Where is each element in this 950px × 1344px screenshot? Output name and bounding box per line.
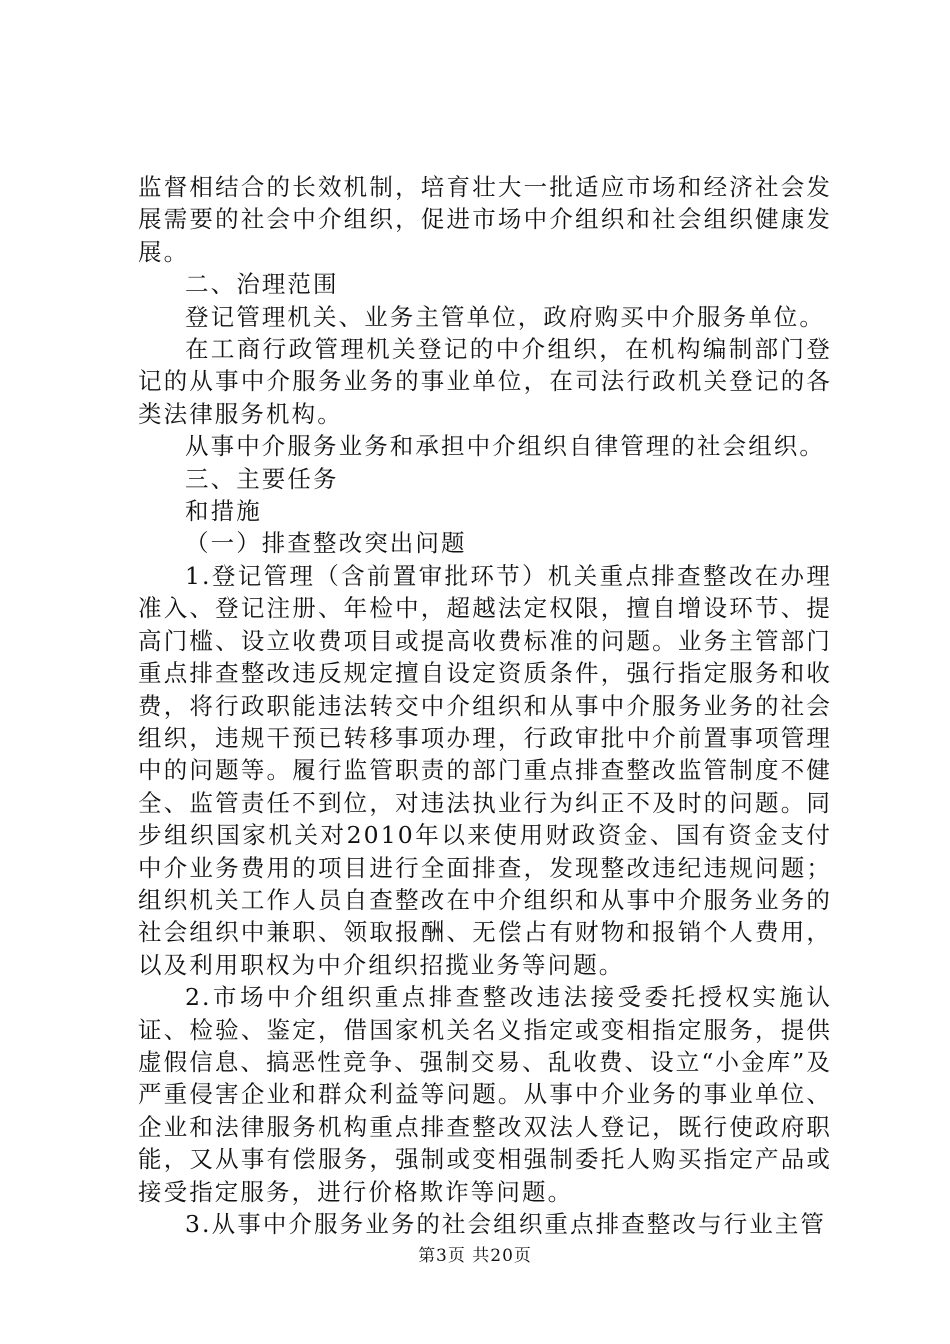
- paragraph-scope-1: 登记管理机关、业务主管单位，政府购买中介服务单位。: [185, 302, 825, 331]
- subsection-heading-rectify: （一）排查整改突出问题: [185, 529, 467, 558]
- page-number-footer: 第3页 共20页: [418, 1246, 532, 1266]
- paragraph-item-2: 2.市场中介组织重点排查整改违法接受委托授权实施认证、检验、鉴定，借国家机关名义指定或变相指定服务，提供虚假信息、搞恶性竞争、强制交易、乱收费、设立“小金库”及严重侵害企业和群众利益等问题。从事中介业务的事业单位、企业和法律服务机构重点排查整改双法人登记，既行使政府职能，又从事有偿服务，强制或变相强制委托人购买指定产品或接受指定服务，进行价格欺诈等问题。: [138, 983, 832, 1206]
- section-heading-tasks: 三、主要任务: [185, 464, 339, 493]
- section-heading-scope: 二、治理范围: [185, 270, 339, 299]
- paragraph-item-1: 1.登记管理（含前置审批环节）机关重点排查整改在办理准入、登记注册、年检中，超越法定权限，擅自增设环节、提高门槛、设立收费项目或提高收费标准的问题。业务主管部门重点排查整改违反规定擅自设定资质条件，强行指定服务和收费，将行政职能违法转交中介组织和从事中介服务业务的社会组织，违规干预已转移事项办理，行政审批中介前置事项管理中的问题等。履行监管职责的部门重点排查整改监管制度不健全、监管责任不到位，对违法执业行为纠正不及时的问题。同步组织国家机关对2010年以来使用财政资金、国有资金支付中介业务费用的项目进行全面排查，发现整改违纪违规问题；组织机关工作人员自查整改在中介组织和从事中介服务业务的社会组织中兼职、领取报酬、无偿占有财物和报销个人费用，以及利用职权为中介组织招揽业务等问题。: [138, 561, 832, 979]
- section-heading-tasks-continued: 和措施: [185, 497, 262, 526]
- paragraph-intro-continuation: 监督相结合的长效机制，培育壮大一批适应市场和经济社会发展需要的社会中介组织，促进市场中介组织和社会组织健康发展。: [138, 173, 832, 266]
- paragraph-scope-3: 从事中介服务业务和承担中介组织自律管理的社会组织。: [185, 432, 825, 461]
- paragraph-item-3: 3.从事中介服务业务的社会组织重点排查整改与行业主管: [185, 1210, 827, 1238]
- paragraph-scope-2: 在工商行政管理机关登记的中介组织，在机构编制部门登记的从事中介服务业务的事业单位，在司法行政机关登记的各类法律服务机构。: [138, 335, 832, 428]
- document-body: [138, 171, 832, 1240]
